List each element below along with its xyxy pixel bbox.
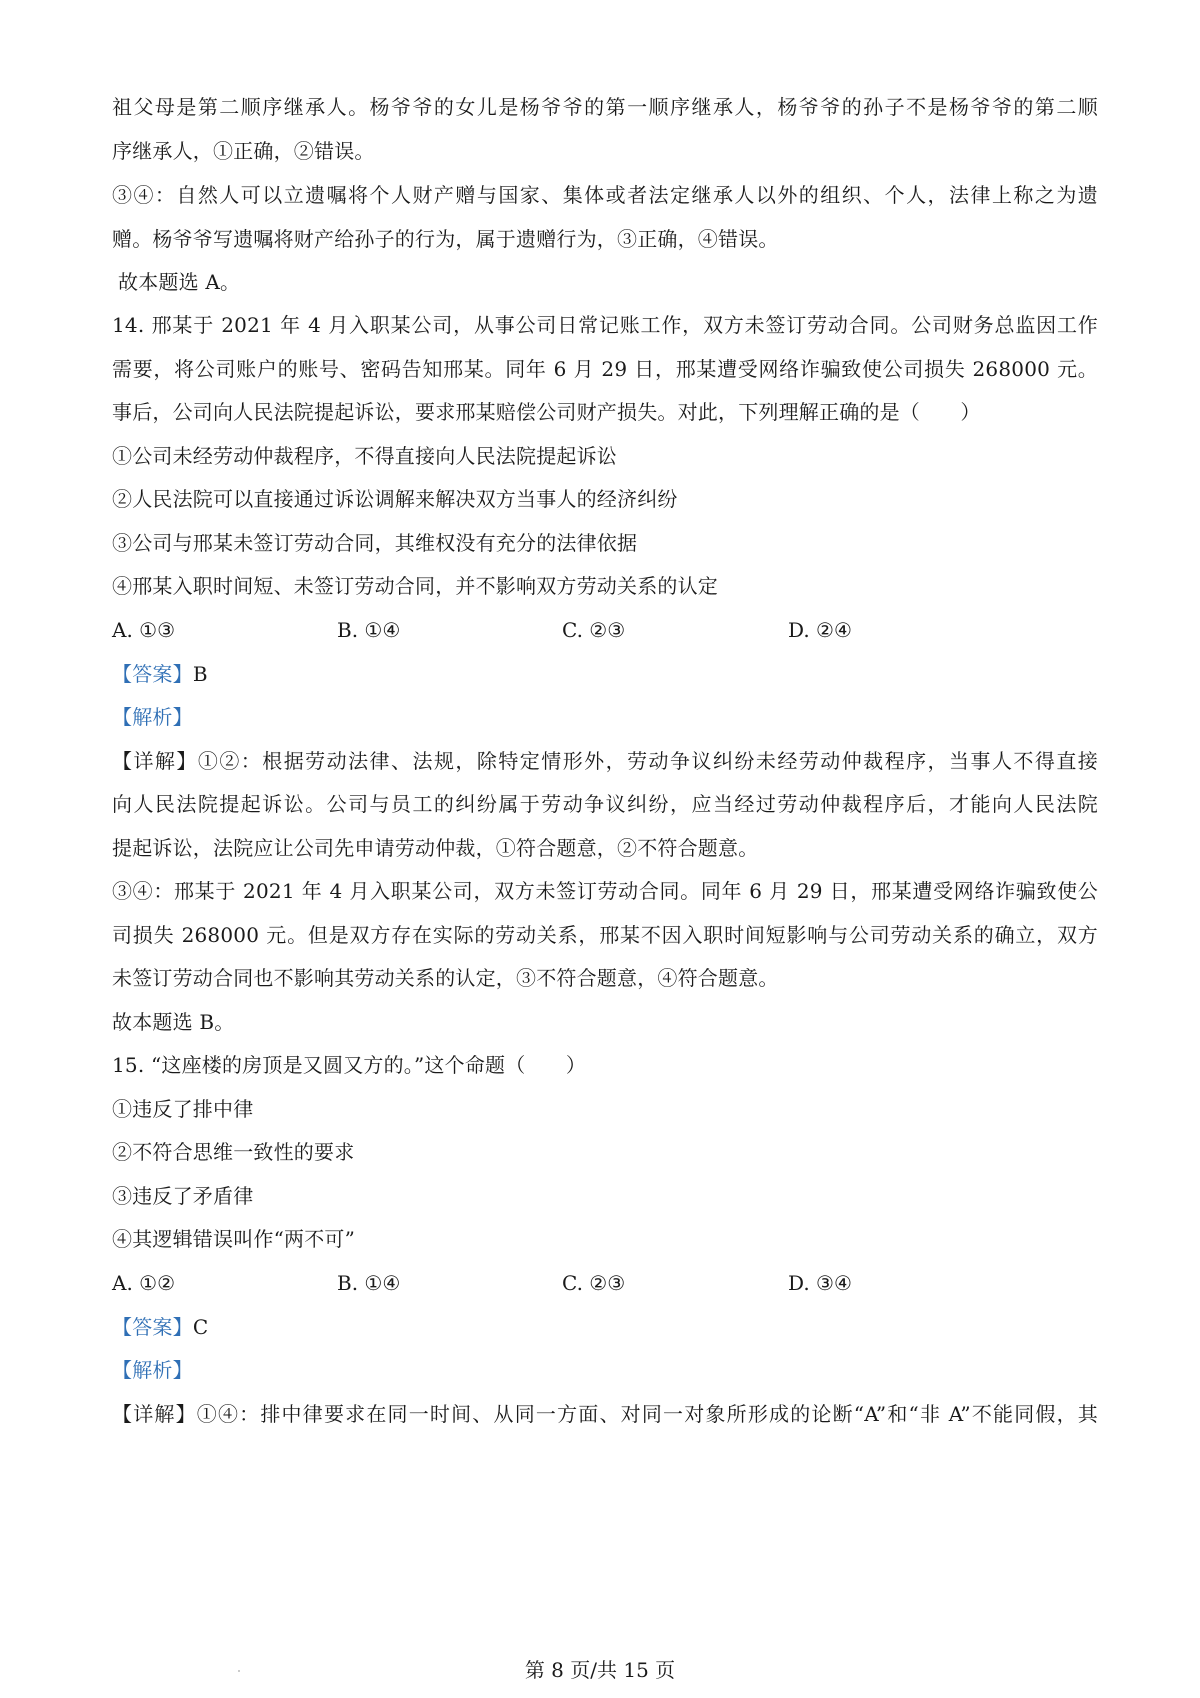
option-a: A. ①② bbox=[112, 1271, 176, 1295]
question-15-options bbox=[112, 1269, 1098, 1297]
question-14-options bbox=[112, 616, 1098, 644]
question-15-stem: 15. “这座楼的房顶是又圆又方的。”这个命题（ ） bbox=[112, 1053, 587, 1077]
analysis-tag: 【解析】 bbox=[112, 705, 193, 729]
question-14-statement-4: ④邢某入职时间短、未签订劳动合同，并不影响双方劳动关系的认定 bbox=[112, 574, 718, 598]
detail-line bbox=[112, 747, 1098, 775]
detail-text: ①④：排中律要求在同一时间、从同一方面、对同一对象所形成的论断“A”和“非 A”不能同假，其 bbox=[196, 1402, 1098, 1426]
answer-tag: 【答案】 bbox=[112, 662, 193, 686]
option-b: B. ①④ bbox=[337, 618, 401, 642]
question-14-statement-1: ①公司未经劳动仲裁程序，不得直接向人民法院提起诉讼 bbox=[112, 444, 617, 468]
question-14-statement-2: ②人民法院可以直接通过诉讼调解来解决双方当事人的经济纠纷 bbox=[112, 487, 678, 511]
detail-line: 提起诉讼，法院应让公司先申请劳动仲裁，①符合题意，②不符合题意。 bbox=[112, 836, 759, 860]
question-14-stem: 14. 邢某于 2021 年 4 月入职某公司，从事公司日常记账工作，双方未签订劳动合同。公司财务总监因工作 bbox=[112, 313, 1098, 337]
analysis-line bbox=[112, 1356, 1098, 1384]
detail-tag: 【详解】 bbox=[112, 749, 198, 773]
detail-line: ③④：邢某于 2021 年 4 月入职某公司，双方未签订劳动合同。同年 6 月 29 日，邢某遭受网络诈骗致使公 bbox=[112, 879, 1098, 903]
answer-line bbox=[112, 1313, 1098, 1341]
question-15-statement-3: ③违反了矛盾律 bbox=[112, 1184, 254, 1208]
option-d: D. ③④ bbox=[788, 1271, 852, 1295]
question-14-stem: 事后，公司向人民法院提起诉讼，要求邢某赔偿公司财产损失。对此，下列理解正确的是（ ） bbox=[112, 400, 981, 424]
answer-value: B bbox=[192, 662, 208, 686]
option-d: D. ②④ bbox=[788, 618, 852, 642]
answer-line bbox=[112, 660, 1098, 688]
option-c: C. ②③ bbox=[562, 1271, 626, 1295]
analysis-tag: 【解析】 bbox=[112, 1358, 193, 1382]
analysis-line bbox=[112, 703, 1098, 731]
detail-line: 未签订劳动合同也不影响其劳动关系的认定，③不符合题意，④符合题意。 bbox=[112, 966, 779, 990]
question-15-statement-2: ②不符合思维一致性的要求 bbox=[112, 1140, 355, 1164]
answer-tag: 【答案】 bbox=[112, 1315, 193, 1339]
option-c: C. ②③ bbox=[562, 618, 626, 642]
conclusion-line: 故本题选 A。 bbox=[118, 270, 241, 294]
text-line: 祖父母是第二顺序继承人。杨爷爷的女儿是杨爷爷的第一顺序继承人，杨爷爷的孙子不是杨爷爷的第二顺 bbox=[112, 95, 1098, 119]
option-a: A. ①③ bbox=[112, 618, 176, 642]
detail-tag: 【详解】 bbox=[112, 1402, 197, 1426]
question-14-statement-3: ③公司与邢某未签订劳动合同，其维权没有充分的法律依据 bbox=[112, 531, 638, 555]
detail-line: 司损失 268000 元。但是双方存在实际的劳动关系，邢某不因入职时间短影响与公司劳动关系的确立，双方 bbox=[112, 923, 1098, 947]
detail-line bbox=[112, 1400, 1098, 1428]
question-15-statement-1: ①违反了排中律 bbox=[112, 1097, 254, 1121]
text-line: ③④：自然人可以立遗嘱将个人财产赠与国家、集体或者法定继承人以外的组织、个人，法律上称之为遗 bbox=[112, 183, 1098, 207]
text-line: 赠。杨爷爷写遗嘱将财产给孙子的行为，属于遗赠行为，③正确，④错误。 bbox=[112, 227, 779, 251]
page-footer: 第 8 页/共 15 页 bbox=[524, 1658, 676, 1682]
question-15-statement-4: ④其逻辑错误叫作“两不可” bbox=[112, 1227, 356, 1251]
conclusion-line: 故本题选 B。 bbox=[112, 1010, 235, 1034]
answer-value: C bbox=[192, 1315, 209, 1339]
option-b: B. ①④ bbox=[337, 1271, 401, 1295]
detail-line: 向人民法院提起诉讼。公司与员工的纠纷属于劳动争议纠纷，应当经过劳动仲裁程序后，才能向人民法院 bbox=[112, 792, 1098, 816]
question-14-stem: 需要，将公司账户的账号、密码告知邢某。同年 6 月 29 日，邢某遭受网络诈骗致使公司损失 268000 元。 bbox=[112, 357, 1098, 381]
text-line: 序继承人，①正确，②错误。 bbox=[112, 139, 375, 163]
detail-text: ①②：根据劳动法律、法规，除特定情形外，劳动争议纠纷未经劳动仲裁程序，当事人不得直接 bbox=[197, 749, 1098, 773]
